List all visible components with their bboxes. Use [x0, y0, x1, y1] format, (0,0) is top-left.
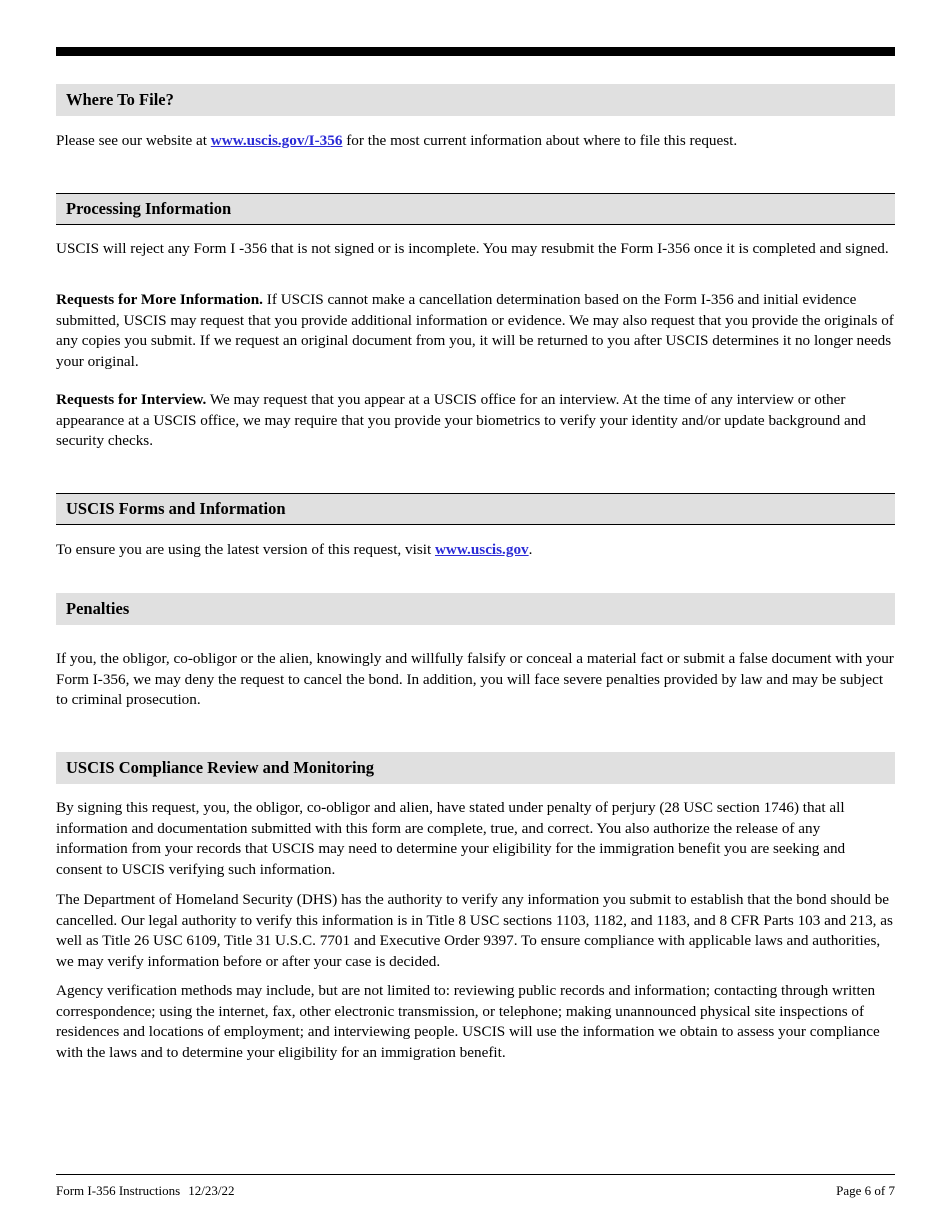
footer-rule [56, 1174, 895, 1175]
section-heading-compliance: USCIS Compliance Review and Monitoring [56, 752, 895, 784]
compliance-paragraph-2: The Department of Homeland Security (DHS) has the authority to verify any information you submit to establish that the bond should be cancelled. Our legal authority to verify this information is in Title 8 USC sections 1103, 1182, and 1183, and 8 CFR Parts 103 and 213, as well as Title 26 USC 6109, Title 31 U.S.C. 7701 and Executive Order 9397. To ensure compliance with applicable laws and authorities, we may verify information before or after your case is decided. [56, 891, 893, 970]
where-to-file-text-before: Please see our website at [56, 132, 211, 149]
section-heading-penalties: Penalties [56, 593, 895, 625]
section-heading-processing: Processing Information [56, 193, 895, 225]
section-heading-where-to-file: Where To File? [56, 84, 895, 116]
forms-info-paragraph [56, 540, 895, 561]
document-page [56, 0, 895, 1230]
processing-paragraph-interview [56, 390, 895, 452]
footer-form-name: Form I-356 Instructions [56, 1183, 181, 1198]
top-rule [56, 47, 895, 56]
where-to-file-text-after: for the most current information about where to file this request. [342, 132, 738, 149]
compliance-paragraph-3: Agency verification methods may include, but are not limited to: reviewing public records and information; contacting through written correspondence; using the internet, fax, other electronic transmission, or telephone; making unannounced physical site inspections of residences and locations of employment; and interviewing people. USCIS will use the information we obtain to assess your compliance with the laws and to determine your eligibility for an immigration benefit. [56, 982, 880, 1061]
footer-form-info [56, 1182, 234, 1200]
forms-info-text-before: To ensure you are using the latest version of this request, visit [56, 541, 435, 558]
processing-paragraph-more-info [56, 290, 895, 372]
compliance-paragraph-1: By signing this request, you, the obligor, co-obligor and alien, have stated under penalty of perjury (28 USC section 1746) that all information and documentation submitted with this form are complete, true, and correct. You also authorize the release of any information from your records that USCIS may need to determine your eligibility for the immigration benefit you are seeking and consent to USCIS verifying such information. [56, 799, 846, 878]
interview-lead: Requests for Interview. [56, 391, 207, 408]
forms-info-text-after: . [528, 541, 533, 558]
footer-date: 12/23/22 [188, 1183, 235, 1198]
more-info-lead: Requests for More Information. [56, 291, 263, 308]
more-info-text: If USCIS cannot make a cancellation determination based on the Form I-356 and initial evidence submitted, USCIS may request that you provide additional information or evidence. We may also request that you provide the originals of any copies you submit. If we request an original document from you, it will be returned to you after USCIS determines it no longer needs your original. [56, 291, 894, 370]
where-to-file-link[interactable]: www.uscis.gov/I-356 [210, 132, 343, 149]
where-to-file-paragraph [56, 131, 895, 152]
interview-text: We may request that you appear at a USCIS office for an interview. At the time of any interview or other appearance at a USCIS office, we may require that you provide your biometrics to verify your identity and/or update background and security checks. [56, 391, 866, 450]
footer-page-number: Page 6 of 7 [836, 1183, 895, 1198]
section-heading-forms-info: USCIS Forms and Information [56, 493, 895, 525]
processing-paragraph-1: USCIS will reject any Form I -356 that is not signed or is incomplete. You may resubmit the Form I-356 once it is completed and signed. [56, 240, 889, 257]
penalties-paragraph: If you, the obligor, co-obligor or the alien, knowingly and willfully falsify or conceal a material fact or submit a false document with your Form I-356, we may deny the request to cancel the bond. In addition, you will face severe penalties provided by law and may be subject to criminal prosecution. [56, 650, 894, 709]
forms-info-link[interactable]: www.uscis.gov [434, 541, 529, 558]
